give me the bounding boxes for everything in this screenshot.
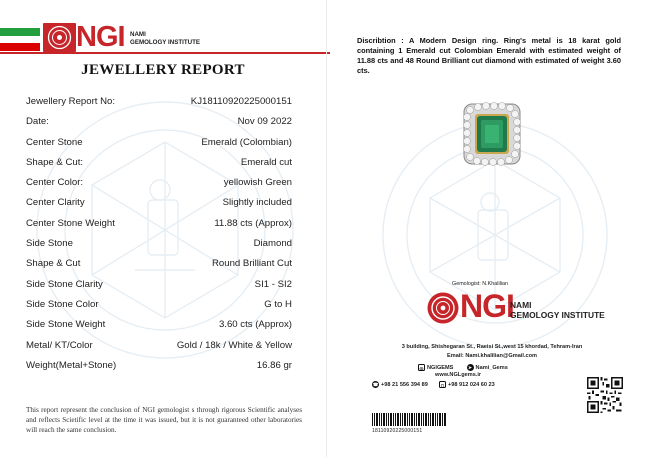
field-label: Center Stone Weight bbox=[26, 217, 115, 229]
field-row bbox=[26, 319, 292, 339]
field-value: G to H bbox=[264, 298, 292, 310]
phone-numbers bbox=[372, 381, 495, 388]
field-label: Weight(Metal+Stone) bbox=[26, 359, 117, 371]
field-row bbox=[26, 258, 292, 278]
field-label: Side Stone bbox=[26, 238, 73, 250]
barcode-number: 18110920225000151 bbox=[372, 428, 423, 434]
field-value: KJ18110920225000151 bbox=[190, 96, 292, 107]
field-row bbox=[26, 360, 292, 380]
field-value: Emerald (Colombian) bbox=[201, 136, 292, 148]
field-label: Side Stone Clarity bbox=[26, 278, 103, 290]
field-label: Center Stone bbox=[26, 136, 83, 148]
email-text: Email: Nami.khalilian@Gmail.com bbox=[446, 352, 537, 359]
field-row bbox=[26, 116, 292, 136]
barcode-icon bbox=[372, 413, 446, 426]
report-title: JEWELLERY REPORT bbox=[81, 62, 245, 78]
ring-description: Discribtion : A Modern Design ring. Ring's metal is 18 karat gold containing 1 Emerald cut Colombian Emerald with estimated weight of 11.88 cts and 48 Round Brilliant cut diamond with estimated of weight 3.60 cts. bbox=[357, 36, 621, 75]
contact-block bbox=[360, 343, 624, 360]
page-fold-divider bbox=[326, 0, 327, 457]
field-value: Slightly included bbox=[222, 197, 292, 209]
field-row bbox=[26, 197, 292, 217]
phone-mobile: +98 912 024 60 23 bbox=[447, 381, 495, 388]
field-row bbox=[26, 238, 292, 258]
institute-name: NAMI GEMOLOGY INSTITUTE bbox=[130, 31, 201, 46]
field-label: Center Clarity bbox=[26, 197, 85, 209]
field-label: Side Stone Color bbox=[26, 298, 99, 310]
telegram-handle: Nami_Gems bbox=[475, 364, 508, 371]
social-links bbox=[418, 364, 508, 371]
footer-ngi-logo-text: NGI bbox=[460, 288, 514, 324]
address-text: 3 building, Shishegaran St., Raeisi St.,west 15 khordad, Tehram-Iran bbox=[401, 344, 583, 350]
ngi-seal-icon bbox=[426, 291, 460, 325]
field-row bbox=[26, 96, 292, 116]
header-rule bbox=[0, 52, 330, 54]
gemologist-name: Gemologist: N.Khalilian bbox=[452, 281, 509, 287]
field-value: yellowish Green bbox=[223, 177, 292, 189]
field-label: Metal/ KT/Color bbox=[26, 339, 93, 351]
field-label: Side Stone Weight bbox=[26, 319, 106, 331]
field-row bbox=[26, 299, 292, 319]
instagram-handle: NGIGEMS bbox=[427, 364, 454, 371]
report-fields bbox=[26, 96, 292, 380]
field-value: Nov 09 2022 bbox=[237, 116, 292, 128]
ngi-emblem-icon bbox=[43, 23, 76, 52]
emerald-ring-image bbox=[462, 102, 522, 166]
mobile-phone-icon: ▯ bbox=[439, 381, 446, 388]
disclaimer-text: This report represent the conclusion of NGI gemologist s through rigorous Scientific analyses and reflects Scietific level at the time it was issued, but it is not guaranteed other laboratories will reach the same conclusion. bbox=[26, 406, 302, 434]
field-value: 16.86 gr bbox=[256, 359, 292, 371]
field-value: 3.60 cts (Approx) bbox=[218, 319, 292, 331]
field-label: Shape & Cut bbox=[26, 258, 81, 270]
field-row bbox=[26, 177, 292, 197]
field-row bbox=[26, 340, 292, 360]
field-label: Date: bbox=[26, 116, 49, 128]
qr-code-icon bbox=[587, 377, 623, 413]
iran-flag-icon bbox=[0, 28, 40, 51]
ngi-logo-text: NGI bbox=[76, 21, 125, 53]
footer-institute-name: NAMI GEMOLOGY INSTITUTE bbox=[510, 300, 605, 320]
field-row bbox=[26, 218, 292, 238]
phone-landline: +98 21 556 394 89 bbox=[381, 381, 428, 388]
field-row bbox=[26, 157, 292, 177]
telegram-icon: ➤ bbox=[468, 365, 472, 370]
field-value: Diamond bbox=[253, 238, 292, 250]
field-value: SI1 - SI2 bbox=[254, 278, 292, 290]
field-value: Gold / 18k / White & Yellow bbox=[176, 339, 292, 351]
field-label: Jewellery Report No: bbox=[26, 96, 116, 107]
field-value: Emerald cut bbox=[240, 156, 292, 168]
field-value: Round Brilliant Cut bbox=[212, 258, 292, 270]
field-label: Shape & Cut: bbox=[26, 156, 84, 168]
phone-icon: ☎ bbox=[372, 382, 379, 387]
field-label: Center Color: bbox=[26, 177, 84, 189]
field-value: 11.88 cts (Approx) bbox=[214, 217, 292, 229]
field-row bbox=[26, 279, 292, 299]
field-row bbox=[26, 137, 292, 157]
instagram-icon: ◎ bbox=[419, 366, 424, 371]
website-link[interactable]: www.NGLgems.ir bbox=[435, 372, 482, 378]
